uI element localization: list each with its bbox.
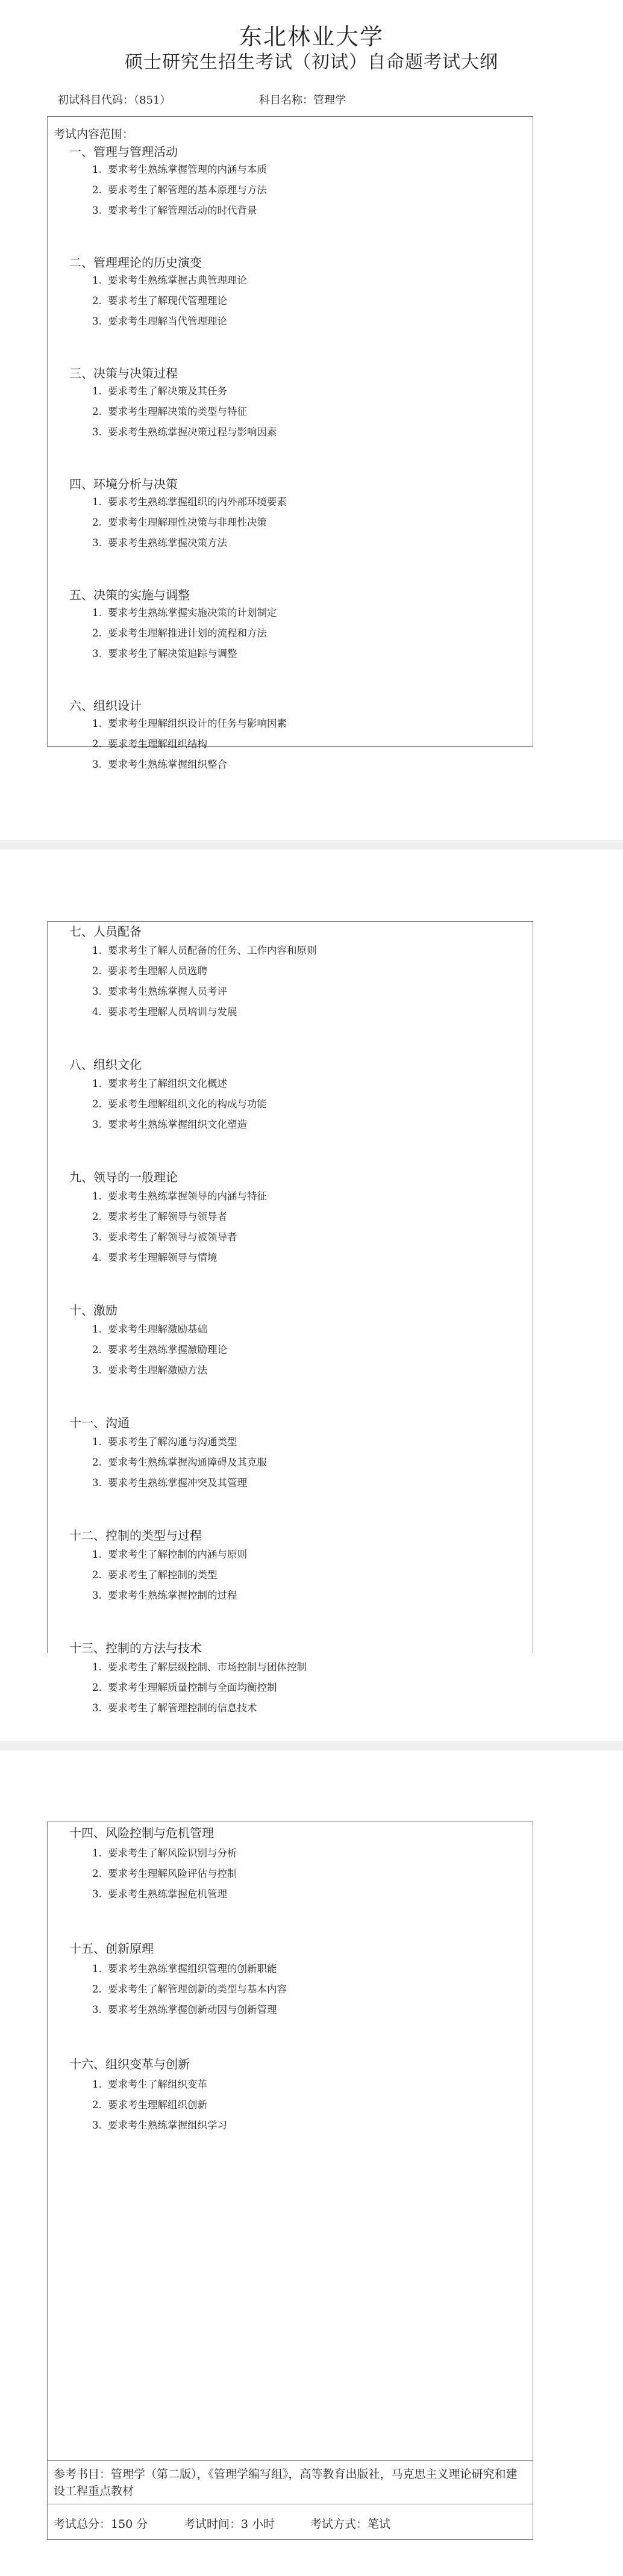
list-item-number: 4. bbox=[92, 1252, 102, 1263]
list-item bbox=[92, 605, 277, 619]
list-item-text: 要求考生理解组织创新 bbox=[108, 2099, 207, 2111]
list-item-text: 要求考生理解风险评估与控制 bbox=[108, 1868, 237, 1879]
subject-name: 科目名称：管理学 bbox=[259, 94, 346, 107]
list-item-text: 要求考生理解推进计划的流程和方法 bbox=[108, 627, 267, 639]
section-title: 十、激励 bbox=[69, 1303, 117, 1318]
list-item bbox=[92, 1865, 237, 1880]
list-item-text: 要求考生了解组织变革 bbox=[108, 2079, 207, 2090]
list-item bbox=[92, 715, 287, 730]
section-title: 十二、控制的类型与过程 bbox=[69, 1528, 202, 1543]
section-title: 十五、创新原理 bbox=[69, 1941, 154, 1956]
list-item-number: 1. bbox=[92, 1549, 102, 1560]
list-item-text: 要求考生了解管理创新的类型与基本内容 bbox=[108, 1983, 287, 1995]
list-item-text: 要求考生熟练掌握管理的内涵与本质 bbox=[108, 164, 267, 175]
list-item-text: 要求考生熟练掌握组织管理的创新职能 bbox=[108, 1963, 277, 1974]
list-item-number: 3. bbox=[92, 2004, 102, 2015]
list-item bbox=[92, 313, 227, 328]
list-item-text: 要求考生熟练掌握创新动因与创新管理 bbox=[108, 2004, 277, 2015]
list-item-text: 要求考生熟练掌握实施决策的计划制定 bbox=[108, 607, 277, 618]
list-item-number: 3. bbox=[92, 648, 102, 659]
list-item-number: 1. bbox=[92, 718, 102, 729]
scope-label: 考试内容范围： bbox=[54, 128, 134, 141]
list-item-text: 要求考生熟练掌握控制的过程 bbox=[108, 1590, 237, 1601]
list-item-text: 要求考生理解组织文化的构成与功能 bbox=[108, 1098, 267, 1110]
list-item bbox=[92, 1700, 257, 1714]
section-title: 七、人员配备 bbox=[69, 924, 142, 939]
list-item-number: 1. bbox=[92, 1078, 102, 1089]
list-item-number: 2. bbox=[92, 1344, 102, 1355]
list-item bbox=[92, 2002, 277, 2016]
list-item-text: 要求考生熟练掌握组织的内外部环境要素 bbox=[108, 496, 287, 508]
list-item-text: 要求考生理解组织设计的任务与影响因素 bbox=[108, 718, 287, 729]
section-title: 十一、沟通 bbox=[69, 1416, 130, 1430]
list-item bbox=[92, 1546, 247, 1561]
list-item-number: 2. bbox=[92, 406, 102, 417]
list-item bbox=[92, 1209, 227, 1223]
list-item-number: 2. bbox=[92, 1682, 102, 1693]
list-item-text: 要求考生熟练掌握组织文化塑造 bbox=[108, 1119, 247, 1130]
content-box-page-2 bbox=[47, 921, 533, 1714]
list-item bbox=[92, 272, 247, 287]
list-item bbox=[92, 1229, 237, 1243]
list-item bbox=[92, 1188, 267, 1202]
list-item-number: 3. bbox=[92, 426, 102, 438]
list-item-text: 要求考生理解领导与情境 bbox=[108, 1252, 218, 1263]
list-item-number: 3. bbox=[92, 986, 102, 997]
list-item-text: 要求考生理解决策的类型与特征 bbox=[108, 406, 247, 417]
content-box-page-1 bbox=[47, 116, 533, 770]
list-item bbox=[92, 1342, 227, 1356]
list-item-number: 3. bbox=[92, 205, 102, 216]
list-item-text: 要求考生理解人员选聘 bbox=[108, 965, 207, 977]
list-item-text: 要求考生熟练掌握领导的内涵与特征 bbox=[108, 1190, 267, 1202]
list-item bbox=[92, 202, 257, 217]
list-item bbox=[92, 736, 207, 750]
list-item bbox=[92, 403, 247, 418]
list-item-text: 要求考生熟练掌握人员考评 bbox=[108, 986, 227, 997]
list-item-number: 2. bbox=[92, 1569, 102, 1581]
page-gap bbox=[0, 1741, 623, 1750]
list-item-text: 要求考生了解组织文化概述 bbox=[108, 1078, 227, 1089]
list-item bbox=[92, 1587, 237, 1602]
list-item-number: 2. bbox=[92, 738, 102, 750]
references-text: 参考书目：管理学（第二版），《管理学编写组》，高等教育出版社，马克思主义理论研究和建设工程重点教材 bbox=[54, 2468, 518, 2498]
list-item-text: 要求考生理解人员培训与发展 bbox=[108, 1006, 237, 1018]
list-item bbox=[92, 1567, 218, 1581]
page-gap bbox=[0, 840, 623, 850]
list-item-number: 3. bbox=[92, 1477, 102, 1489]
exam-method: 考试方式：笔试 bbox=[310, 2518, 391, 2531]
list-item-text: 要求考生了解现代管理理论 bbox=[108, 295, 227, 306]
list-item-number: 3. bbox=[92, 1888, 102, 1900]
list-item-number: 1. bbox=[92, 1324, 102, 1335]
list-item bbox=[92, 942, 317, 957]
section-title: 二、管理理论的历史演变 bbox=[69, 255, 202, 270]
list-item-number: 2. bbox=[92, 1098, 102, 1110]
section-title: 三、决策与决策过程 bbox=[69, 366, 178, 381]
list-item-text: 要求考生理解组织结构 bbox=[108, 738, 207, 750]
university-title: 东北林业大学 bbox=[239, 23, 384, 50]
section-title: 十四、风险控制与危机管理 bbox=[69, 1826, 214, 1840]
list-item-text: 要求考生理解激励基础 bbox=[108, 1324, 207, 1335]
list-item bbox=[92, 1075, 227, 1090]
list-item-number: 2. bbox=[92, 517, 102, 528]
list-item-number: 1. bbox=[92, 496, 102, 508]
list-item-text: 要求考生熟练掌握古典管理理论 bbox=[108, 275, 247, 286]
section-title: 一、管理与管理活动 bbox=[69, 145, 178, 159]
section-title: 五、决策的实施与调整 bbox=[69, 588, 190, 602]
exam-total: 考试总分：150 分 bbox=[54, 2518, 148, 2531]
list-item-number: 1. bbox=[92, 1436, 102, 1448]
list-item-number: 3. bbox=[92, 1590, 102, 1601]
list-item-text: 要求考生了解管理活动的时代背景 bbox=[108, 205, 257, 216]
list-item-text: 要求考生熟练掌握沟通障碍及其克服 bbox=[108, 1457, 267, 1468]
list-item-number: 1. bbox=[92, 1963, 102, 1974]
section-title: 九、领导的一般理论 bbox=[69, 1170, 178, 1184]
list-item bbox=[92, 1434, 237, 1448]
list-item-number: 2. bbox=[92, 1983, 102, 1995]
list-item bbox=[92, 2117, 227, 2132]
list-item-number: 1. bbox=[92, 945, 102, 956]
list-item bbox=[92, 514, 267, 529]
list-item bbox=[92, 756, 227, 771]
list-item bbox=[92, 1886, 227, 1900]
section-title: 十三、控制的方法与技术 bbox=[69, 1641, 202, 1655]
list-item-number: 1. bbox=[92, 275, 102, 286]
list-item bbox=[92, 1454, 267, 1469]
list-item bbox=[92, 1249, 218, 1264]
subject-code: 初试科目代码：（851） bbox=[58, 94, 171, 107]
section-title: 六、组织设计 bbox=[69, 698, 142, 713]
list-item-text: 要求考生理解质量控制与全面均衡控制 bbox=[108, 1682, 277, 1693]
list-item-number: 1. bbox=[92, 385, 102, 397]
list-item-text: 要求考生理解当代管理理论 bbox=[108, 316, 227, 327]
list-item bbox=[92, 1362, 207, 1377]
list-item-text: 要求考生熟练掌握冲突及其管理 bbox=[108, 1477, 247, 1489]
section-title: 十六、组织变革与创新 bbox=[69, 2057, 190, 2071]
content-box-page-3 bbox=[47, 1822, 533, 2540]
list-item-text: 要求考生了解控制的内涵与原则 bbox=[108, 1549, 247, 1560]
list-item-number: 3. bbox=[92, 1364, 102, 1376]
list-item-text: 要求考生理解激励方法 bbox=[108, 1364, 207, 1376]
list-item bbox=[92, 1659, 307, 1673]
list-item bbox=[92, 494, 287, 508]
list-item bbox=[92, 1321, 207, 1336]
list-item-text: 要求考生熟练掌握危机管理 bbox=[108, 1888, 227, 1900]
list-item-text: 要求考生了解风险识别与分析 bbox=[108, 1847, 237, 1859]
list-item-number: 2. bbox=[92, 295, 102, 306]
list-item-number: 3. bbox=[92, 537, 102, 549]
list-item-text: 要求考生了解决策及其任务 bbox=[108, 385, 227, 397]
list-item-text: 要求考生了解控制的类型 bbox=[108, 1569, 218, 1581]
list-item bbox=[92, 293, 227, 307]
list-item-text: 要求考生熟练掌握决策方法 bbox=[108, 537, 227, 549]
list-item bbox=[92, 1004, 237, 1018]
list-item-text: 要求考生熟练掌握激励理论 bbox=[108, 1344, 227, 1355]
list-item-text: 要求考生熟练掌握组织整合 bbox=[108, 759, 227, 770]
list-item-number: 3. bbox=[92, 759, 102, 770]
list-item-text: 要求考生熟练掌握决策过程与影响因素 bbox=[108, 426, 277, 438]
list-item-number: 1. bbox=[92, 164, 102, 175]
list-item-number: 1. bbox=[92, 1661, 102, 1673]
list-item-number: 2. bbox=[92, 184, 102, 196]
section-title: 四、环境分析与决策 bbox=[69, 477, 178, 491]
list-item-text: 要求考生了解管理的基本原理与方法 bbox=[108, 184, 267, 196]
list-item-text: 要求考生了解人员配备的任务、工作内容和原则 bbox=[108, 945, 317, 956]
list-item-text: 要求考生了解沟通与沟通类型 bbox=[108, 1436, 237, 1448]
list-item bbox=[92, 161, 267, 176]
exam-title: 硕士研究生招生考试（初试）自命题考试大纲 bbox=[125, 52, 498, 73]
list-item-text: 要求考生了解层级控制、市场控制与团体控制 bbox=[108, 1661, 307, 1673]
list-item bbox=[92, 535, 227, 549]
section-title: 八、组织文化 bbox=[69, 1057, 142, 1072]
list-item bbox=[92, 1679, 277, 1694]
list-item bbox=[92, 1961, 277, 1975]
list-item-number: 4. bbox=[92, 1006, 102, 1018]
list-item-number: 2. bbox=[92, 1868, 102, 1879]
list-item-number: 3. bbox=[92, 1702, 102, 1714]
list-item bbox=[92, 2097, 207, 2111]
list-item bbox=[92, 182, 267, 196]
list-item-number: 1. bbox=[92, 1847, 102, 1859]
list-item-text: 要求考生了解决策追踪与调整 bbox=[108, 648, 237, 659]
list-item-text: 要求考生了解领导与领导者 bbox=[108, 1211, 227, 1222]
list-item bbox=[92, 1845, 237, 1859]
list-item-number: 2. bbox=[92, 1211, 102, 1222]
list-item-number: 1. bbox=[92, 607, 102, 618]
list-item-number: 3. bbox=[92, 316, 102, 327]
list-item-number: 2. bbox=[92, 1457, 102, 1468]
list-item-number: 2. bbox=[92, 2099, 102, 2111]
list-item-number: 1. bbox=[92, 2079, 102, 2090]
exam-info-row bbox=[48, 2504, 533, 2540]
list-item bbox=[92, 1981, 287, 1996]
list-item-text: 要求考生熟练掌握组织学习 bbox=[108, 2120, 227, 2131]
list-item-text: 要求考生了解管理控制的信息技术 bbox=[108, 1702, 257, 1714]
list-item bbox=[92, 646, 237, 660]
list-item bbox=[92, 1116, 247, 1131]
list-item bbox=[92, 1475, 247, 1489]
exam-time: 考试时间：3 小时 bbox=[184, 2518, 275, 2531]
list-item-number: 3. bbox=[92, 1119, 102, 1130]
list-item-text: 要求考生了解领导与被领导者 bbox=[108, 1231, 237, 1243]
list-item bbox=[92, 2076, 207, 2091]
list-item bbox=[92, 963, 207, 977]
list-item bbox=[92, 383, 227, 397]
list-item-number: 3. bbox=[92, 2120, 102, 2131]
list-item bbox=[92, 625, 267, 639]
list-item-number: 2. bbox=[92, 965, 102, 977]
list-item-number: 1. bbox=[92, 1190, 102, 1202]
list-item bbox=[92, 983, 227, 998]
references-row bbox=[48, 2460, 533, 2504]
list-item-number: 3. bbox=[92, 1231, 102, 1243]
list-item-text: 要求考生理解理性决策与非理性决策 bbox=[108, 517, 267, 528]
list-item-number: 2. bbox=[92, 627, 102, 639]
list-item bbox=[92, 424, 277, 438]
list-item bbox=[92, 1096, 267, 1110]
